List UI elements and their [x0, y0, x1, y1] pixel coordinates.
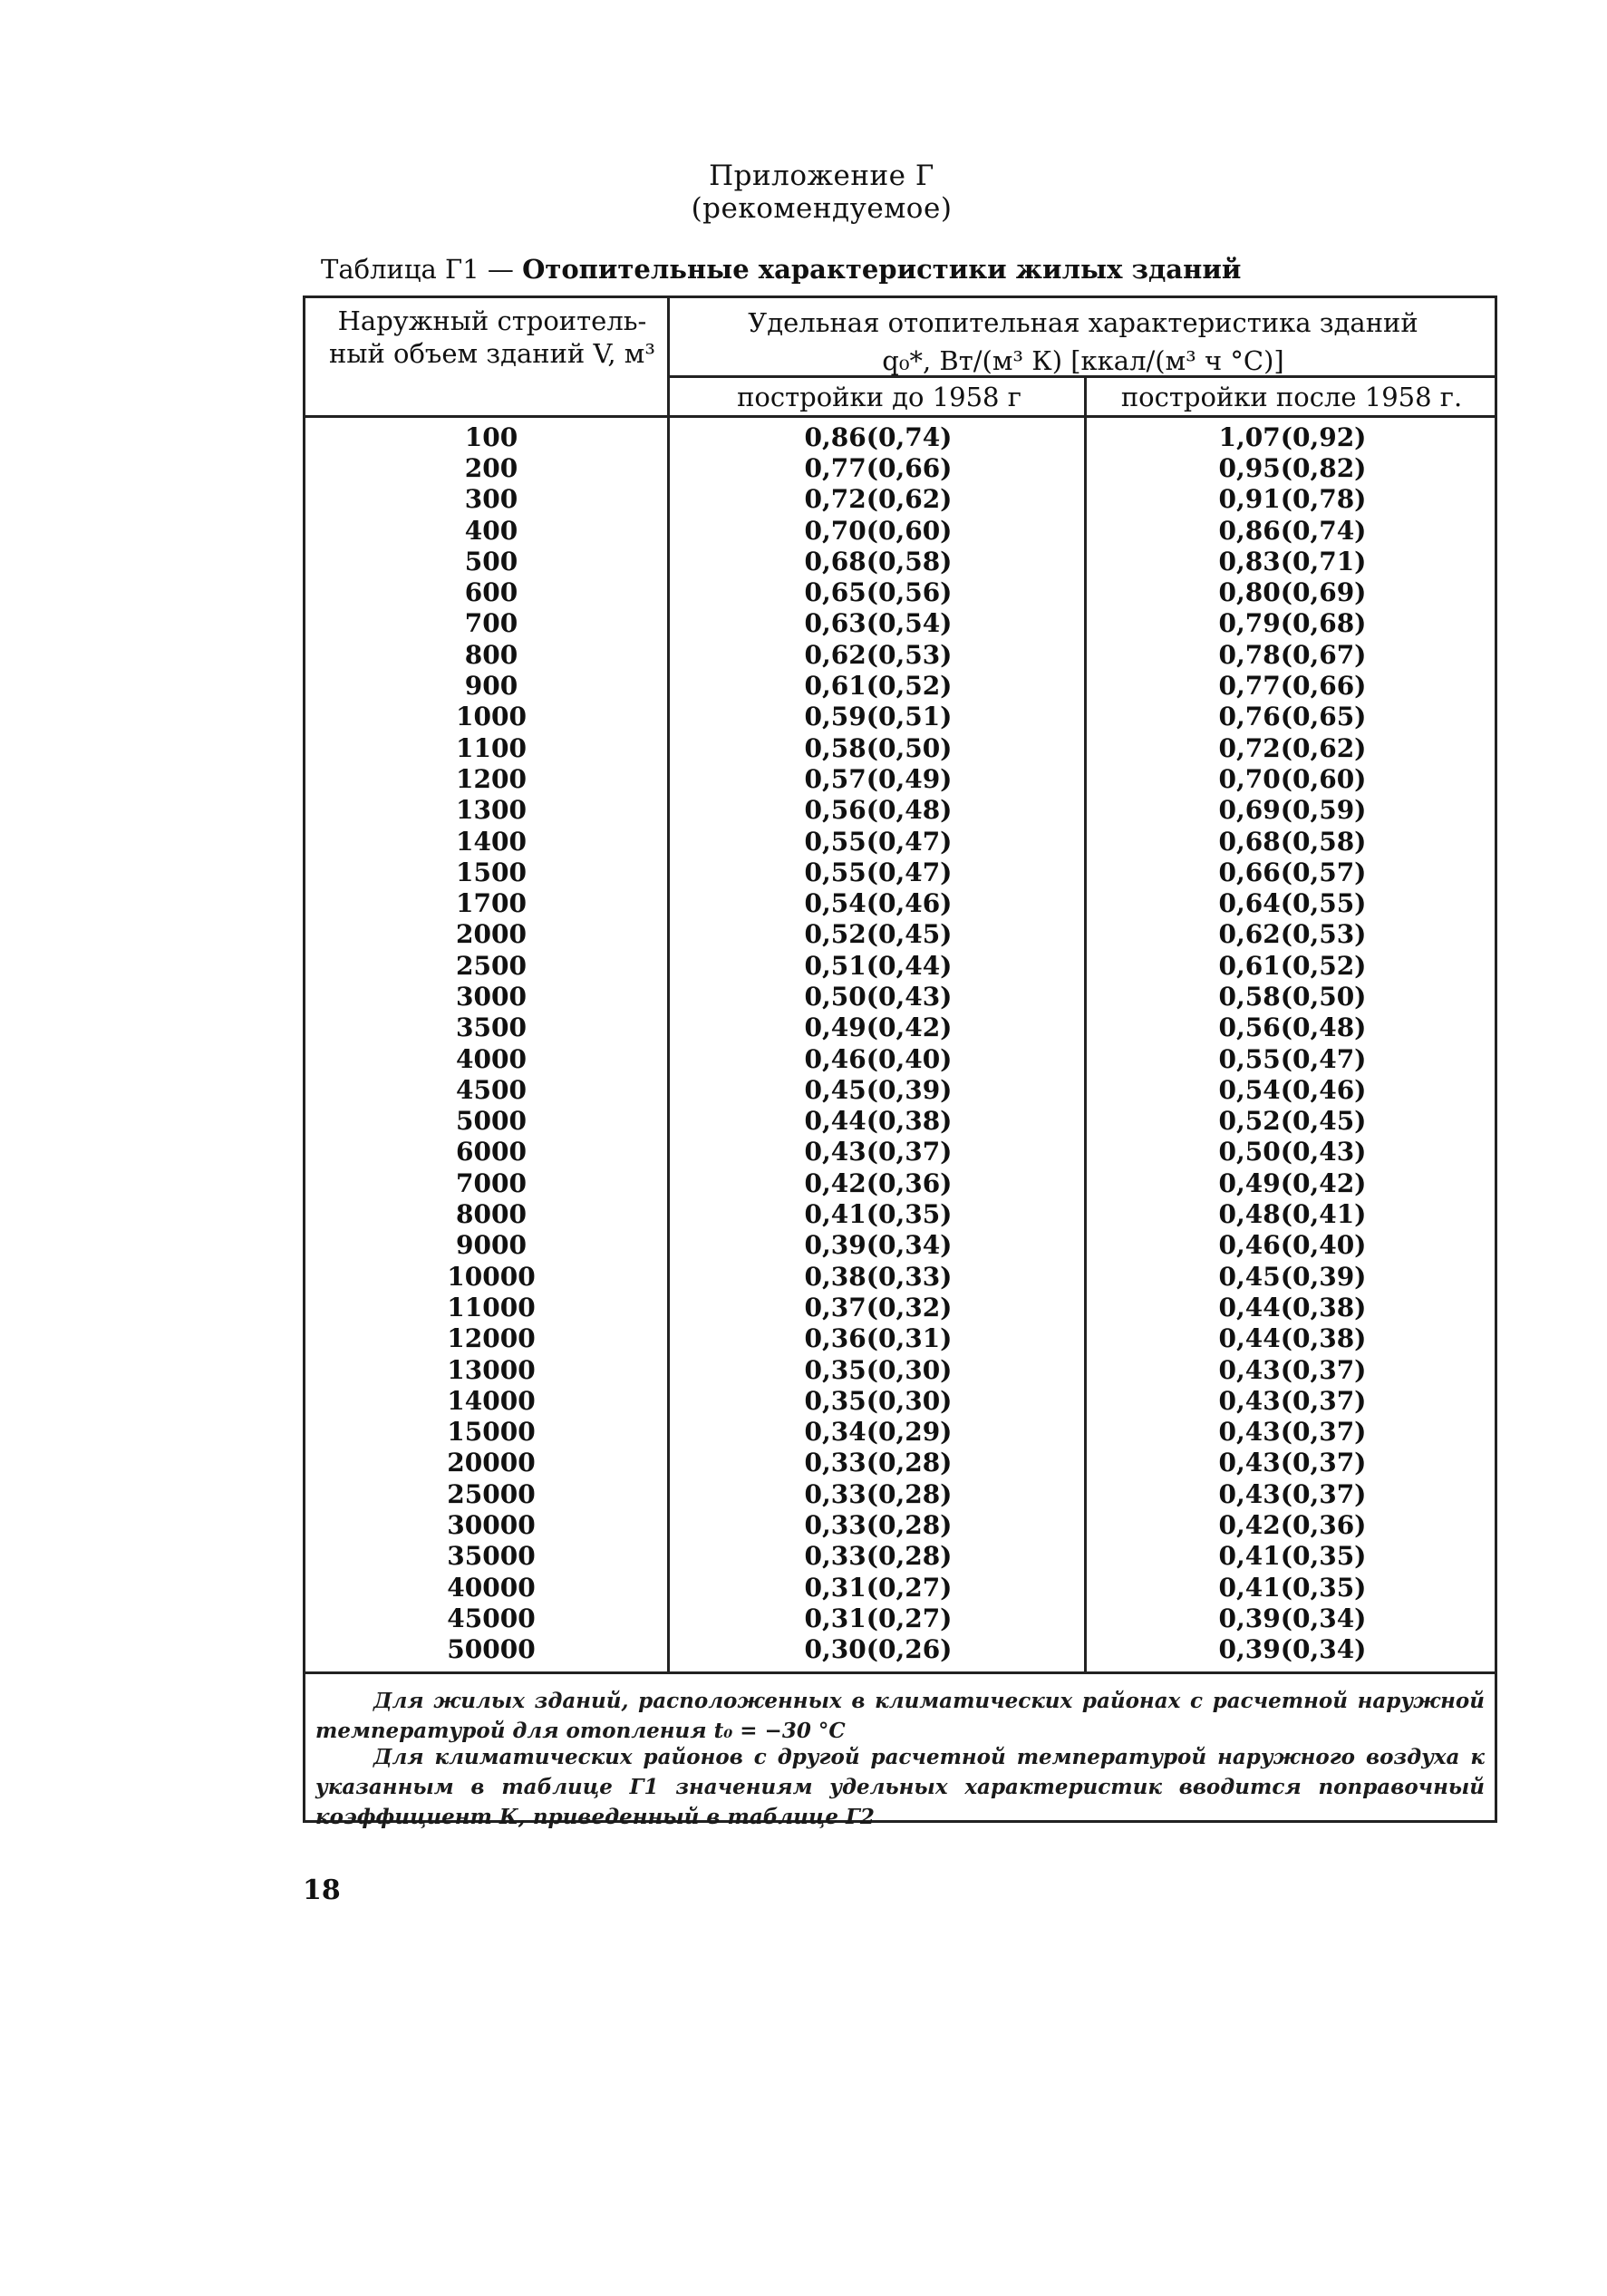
before-1958-cell: 0,59(0,51) — [804, 702, 953, 732]
table-row — [303, 1572, 1497, 1603]
table-row — [303, 795, 1497, 826]
appendix-title: Приложение Г — [709, 160, 934, 192]
before-1958-cell: 0,37(0,32) — [804, 1292, 953, 1322]
table-caption — [321, 254, 1241, 285]
volume-cell: 400 — [464, 515, 518, 546]
volume-cell: 25000 — [447, 1478, 536, 1509]
volume-cell: 6000 — [456, 1137, 527, 1167]
before-1958-cell: 0,44(0,38) — [804, 1106, 953, 1137]
before-1958-cell: 0,55(0,47) — [804, 857, 953, 887]
table-row — [303, 1106, 1497, 1137]
volume-cell: 300 — [464, 484, 518, 515]
table-row — [303, 1354, 1497, 1385]
volume-cell: 15000 — [447, 1417, 536, 1448]
after-1958-cell: 0,77(0,66) — [1218, 671, 1367, 702]
before-1958-cell: 0,49(0,42) — [804, 1012, 953, 1043]
header-spec-units: q₀*, Вт/(м³ К) [ккал/(м³ ч °С)] — [882, 345, 1284, 376]
before-1958-cell: 0,45(0,39) — [804, 1074, 953, 1105]
volume-cell: 30000 — [447, 1510, 536, 1541]
volume-cell: 2000 — [456, 919, 527, 950]
after-1958-cell: 0,39(0,34) — [1218, 1603, 1367, 1633]
after-1958-cell: 0,49(0,42) — [1218, 1167, 1367, 1198]
table-row — [303, 1292, 1497, 1322]
volume-cell: 100 — [464, 421, 518, 452]
table-row — [303, 1167, 1497, 1198]
after-1958-cell: 0,41(0,35) — [1218, 1572, 1367, 1603]
before-1958-cell: 0,56(0,48) — [804, 795, 953, 826]
before-1958-cell: 0,63(0,54) — [804, 608, 953, 639]
after-1958-cell: 1,07(0,92) — [1218, 421, 1367, 452]
table-note-2: Для климатических районов с другой расчетной температурой наружного воздуха к указанным в таблице Г1 значениям удельных характеристик вводится поправочный коэффициент К, приведенный в таблице Г2 — [315, 1745, 1485, 1829]
after-1958-cell: 0,80(0,69) — [1218, 577, 1367, 608]
volume-cell: 13000 — [447, 1354, 536, 1385]
table-note-1: Для жилых зданий, расположенных в климатических районах с расчетной наружной температурой для отопления t₀ = −30 °С — [315, 1689, 1485, 1743]
before-1958-cell: 0,50(0,43) — [804, 981, 953, 1012]
volume-cell: 50000 — [447, 1634, 536, 1665]
table-row — [303, 670, 1497, 701]
page-number: 18 — [303, 1875, 341, 1906]
table-row — [303, 981, 1497, 1012]
volume-cell: 600 — [464, 577, 518, 608]
volume-cell: 4000 — [456, 1043, 527, 1074]
volume-cell: 700 — [464, 608, 518, 639]
before-1958-cell: 0,34(0,29) — [804, 1417, 953, 1448]
before-1958-cell: 0,31(0,27) — [804, 1603, 953, 1633]
table-row — [303, 826, 1497, 857]
table-row — [303, 1509, 1497, 1540]
before-1958-cell: 0,41(0,35) — [804, 1199, 953, 1230]
volume-cell: 9000 — [456, 1230, 527, 1261]
before-1958-cell: 0,46(0,40) — [804, 1043, 953, 1074]
volume-cell: 1700 — [456, 888, 527, 919]
before-1958-cell: 0,33(0,28) — [804, 1448, 953, 1478]
after-1958-cell: 0,42(0,36) — [1218, 1510, 1367, 1541]
before-1958-cell: 0,35(0,30) — [804, 1385, 953, 1416]
volume-cell: 1000 — [456, 702, 527, 732]
after-1958-cell: 0,52(0,45) — [1218, 1106, 1367, 1137]
table-row — [303, 1323, 1497, 1354]
before-1958-cell: 0,42(0,36) — [804, 1167, 953, 1198]
after-1958-cell: 0,43(0,37) — [1218, 1354, 1367, 1385]
volume-cell: 1400 — [456, 826, 527, 857]
after-1958-cell: 0,86(0,74) — [1218, 515, 1367, 546]
table-row — [303, 1074, 1497, 1105]
table-row — [303, 950, 1497, 981]
before-1958-cell: 0,51(0,44) — [804, 950, 953, 981]
table-row — [303, 608, 1497, 639]
header-volume: Наружный строитель- ный объем зданий V, м³ — [329, 305, 655, 369]
table-row — [303, 1198, 1497, 1229]
before-1958-cell: 0,52(0,45) — [804, 919, 953, 950]
after-1958-cell: 0,66(0,57) — [1218, 857, 1367, 887]
after-1958-cell: 0,50(0,43) — [1218, 1137, 1367, 1167]
after-1958-cell: 0,43(0,37) — [1218, 1417, 1367, 1448]
after-1958-cell: 0,78(0,67) — [1218, 639, 1367, 670]
after-1958-cell: 0,91(0,78) — [1218, 484, 1367, 515]
after-1958-cell: 0,62(0,53) — [1218, 919, 1367, 950]
table-row — [303, 1478, 1497, 1509]
after-1958-cell: 0,43(0,37) — [1218, 1448, 1367, 1478]
volume-cell: 11000 — [447, 1292, 536, 1322]
before-1958-cell: 0,57(0,49) — [804, 763, 953, 794]
volume-cell: 45000 — [447, 1603, 536, 1633]
after-1958-cell: 0,68(0,58) — [1218, 826, 1367, 857]
before-1958-cell: 0,70(0,60) — [804, 515, 953, 546]
after-1958-cell: 0,69(0,59) — [1218, 795, 1367, 826]
volume-cell: 7000 — [456, 1167, 527, 1198]
before-1958-cell: 0,33(0,28) — [804, 1510, 953, 1541]
volume-cell: 2500 — [456, 950, 527, 981]
volume-cell: 5000 — [456, 1106, 527, 1137]
before-1958-cell: 0,30(0,26) — [804, 1634, 953, 1665]
before-1958-cell: 0,58(0,50) — [804, 732, 953, 763]
volume-cell: 3500 — [456, 1012, 527, 1043]
appendix-subtitle: (рекомендуемое) — [691, 192, 953, 225]
after-1958-cell: 0,58(0,50) — [1218, 981, 1367, 1012]
table-row — [303, 732, 1497, 763]
before-1958-cell: 0,35(0,30) — [804, 1354, 953, 1385]
volume-cell: 3000 — [456, 981, 527, 1012]
header-before-1958: постройки до 1958 г — [737, 382, 1021, 412]
volume-cell: 200 — [464, 452, 518, 483]
header-after-1958: постройки после 1958 г. — [1120, 382, 1463, 412]
table-row — [303, 1385, 1497, 1416]
after-1958-cell: 0,48(0,41) — [1218, 1199, 1367, 1230]
table-row — [303, 1417, 1497, 1448]
before-1958-cell: 0,38(0,33) — [804, 1261, 953, 1292]
after-1958-cell: 0,76(0,65) — [1218, 702, 1367, 732]
before-1958-cell: 0,36(0,31) — [804, 1323, 953, 1354]
volume-cell: 500 — [464, 546, 518, 576]
after-1958-cell: 0,46(0,40) — [1218, 1230, 1367, 1261]
table-row — [303, 702, 1497, 732]
table-body-bottom-line — [303, 1671, 1497, 1674]
table-row — [303, 1137, 1497, 1167]
table-row — [303, 763, 1497, 794]
after-1958-cell: 0,43(0,37) — [1218, 1385, 1367, 1416]
volume-cell: 8000 — [456, 1199, 527, 1230]
volume-cell: 12000 — [447, 1323, 536, 1354]
table-row — [303, 639, 1497, 670]
table-body — [303, 421, 1497, 1665]
header-spec-title: Удельная отопительная характеристика зданий — [748, 307, 1418, 338]
after-1958-cell: 0,54(0,46) — [1218, 1074, 1367, 1105]
after-1958-cell: 0,95(0,82) — [1218, 452, 1367, 483]
after-1958-cell: 0,61(0,52) — [1218, 950, 1367, 981]
volume-cell: 900 — [464, 671, 518, 702]
before-1958-cell: 0,62(0,53) — [804, 639, 953, 670]
table-row — [303, 1230, 1497, 1261]
volume-cell: 40000 — [447, 1572, 536, 1603]
after-1958-cell: 0,41(0,35) — [1218, 1541, 1367, 1572]
table-row — [303, 421, 1497, 452]
after-1958-cell: 0,72(0,62) — [1218, 732, 1367, 763]
before-1958-cell: 0,31(0,27) — [804, 1572, 953, 1603]
table-row — [303, 1012, 1497, 1043]
volume-cell: 10000 — [447, 1261, 536, 1292]
table-row — [303, 1634, 1497, 1665]
table-row — [303, 1261, 1497, 1292]
before-1958-cell: 0,86(0,74) — [804, 421, 953, 452]
before-1958-cell: 0,55(0,47) — [804, 826, 953, 857]
table-row — [303, 857, 1497, 887]
table-caption-label: Таблица Г1 — — [321, 254, 514, 285]
volume-cell: 1500 — [456, 857, 527, 887]
table-caption-title: Отопительные характеристики жилых зданий — [522, 254, 1242, 285]
table-row — [303, 546, 1497, 576]
before-1958-cell: 0,33(0,28) — [804, 1541, 953, 1572]
before-1958-cell: 0,54(0,46) — [804, 888, 953, 919]
table-row — [303, 1448, 1497, 1478]
after-1958-cell: 0,39(0,34) — [1218, 1634, 1367, 1665]
after-1958-cell: 0,79(0,68) — [1218, 608, 1367, 639]
table-row — [303, 1043, 1497, 1074]
after-1958-cell: 0,64(0,55) — [1218, 888, 1367, 919]
after-1958-cell: 0,83(0,71) — [1218, 546, 1367, 576]
after-1958-cell: 0,56(0,48) — [1218, 1012, 1367, 1043]
after-1958-cell: 0,44(0,38) — [1218, 1323, 1367, 1354]
volume-cell: 20000 — [447, 1448, 536, 1478]
after-1958-cell: 0,55(0,47) — [1218, 1043, 1367, 1074]
volume-cell: 14000 — [447, 1385, 536, 1416]
after-1958-cell: 0,45(0,39) — [1218, 1261, 1367, 1292]
table-row — [303, 919, 1497, 950]
after-1958-cell: 0,43(0,37) — [1218, 1478, 1367, 1509]
volume-cell: 800 — [464, 639, 518, 670]
table-row — [303, 1603, 1497, 1633]
before-1958-cell: 0,39(0,34) — [804, 1230, 953, 1261]
before-1958-cell: 0,65(0,56) — [804, 577, 953, 608]
table-row — [303, 452, 1497, 483]
table-row — [303, 515, 1497, 546]
before-1958-cell: 0,72(0,62) — [804, 484, 953, 515]
before-1958-cell: 0,77(0,66) — [804, 452, 953, 483]
table-row — [303, 1541, 1497, 1572]
table-row — [303, 887, 1497, 918]
before-1958-cell: 0,61(0,52) — [804, 671, 953, 702]
volume-cell: 1100 — [456, 732, 527, 763]
volume-cell: 4500 — [456, 1074, 527, 1105]
volume-cell: 35000 — [447, 1541, 536, 1572]
before-1958-cell: 0,68(0,58) — [804, 546, 953, 576]
volume-cell: 1300 — [456, 795, 527, 826]
volume-cell: 1200 — [456, 763, 527, 794]
before-1958-cell: 0,43(0,37) — [804, 1137, 953, 1167]
table-row — [303, 576, 1497, 607]
header-bottom-line — [303, 415, 1497, 418]
after-1958-cell: 0,70(0,60) — [1218, 763, 1367, 794]
after-1958-cell: 0,44(0,38) — [1218, 1292, 1367, 1322]
table-row — [303, 484, 1497, 515]
before-1958-cell: 0,33(0,28) — [804, 1478, 953, 1509]
